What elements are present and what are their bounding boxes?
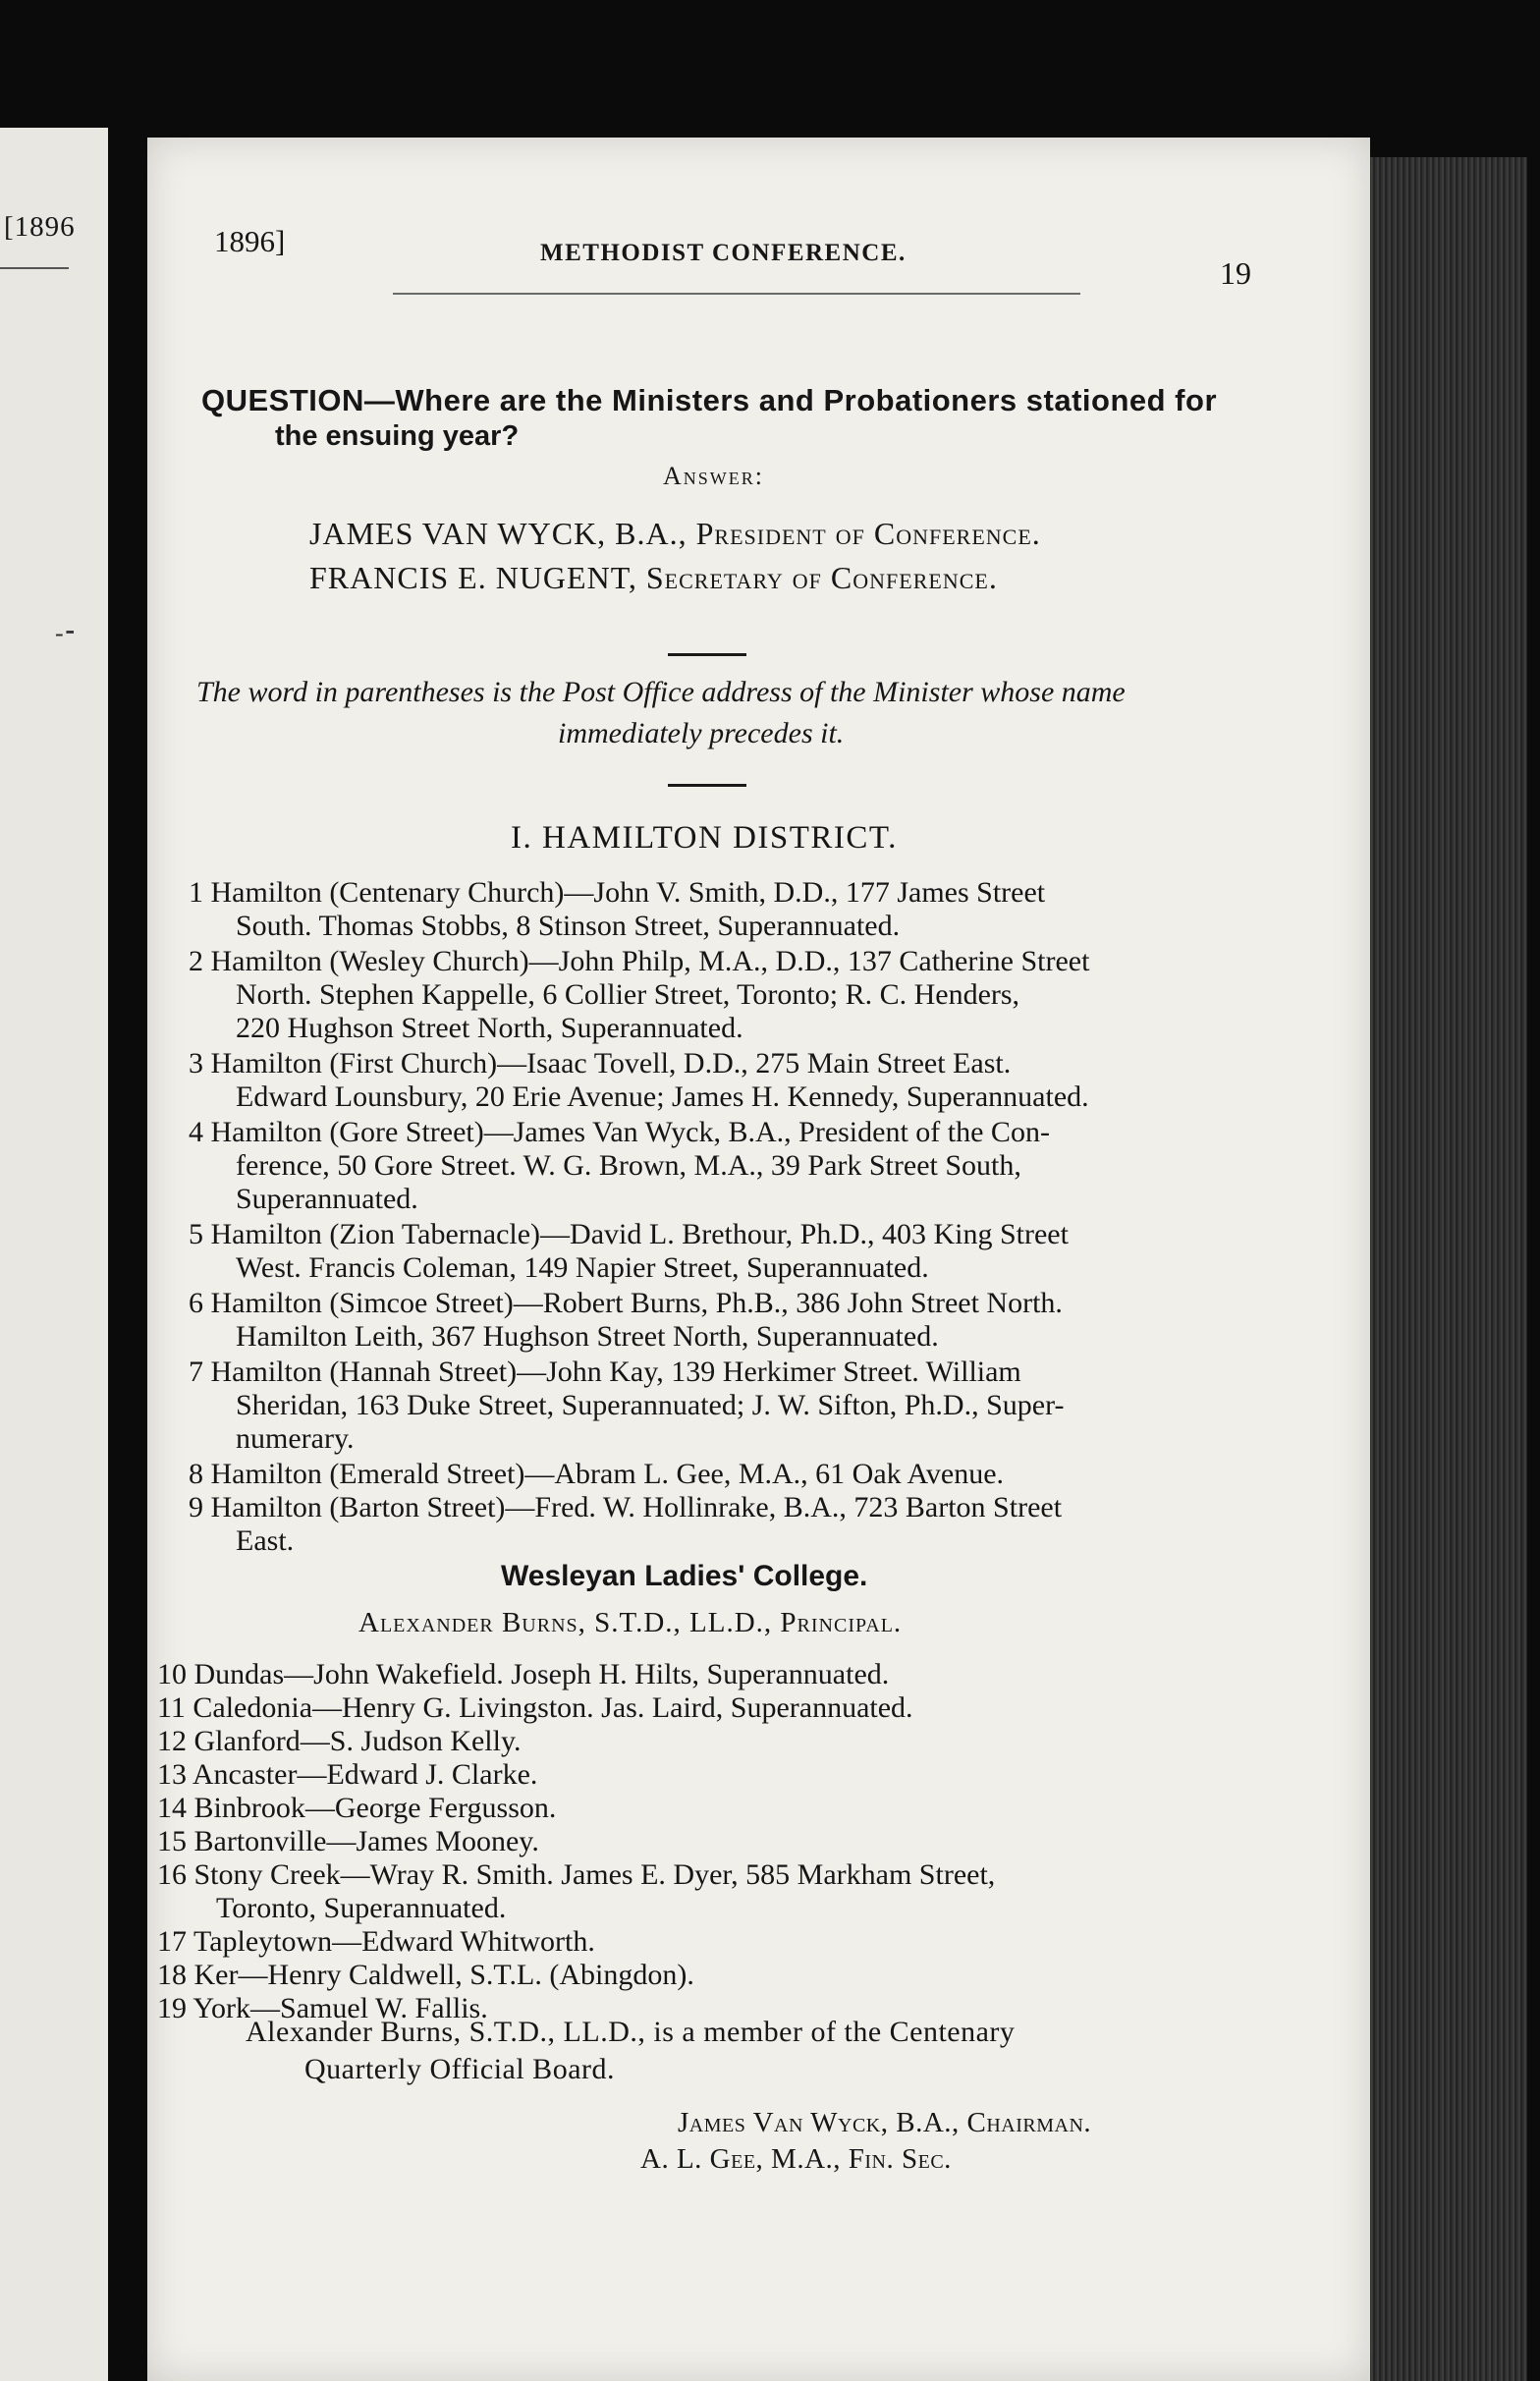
- district-heading: I. HAMILTON DISTRICT.: [511, 820, 898, 856]
- header-rule: [393, 293, 1080, 295]
- station-entry: [189, 1458, 1004, 1491]
- entry-line: North. Stephen Kappelle, 6 Collier Street, Toronto; R. C. Henders,: [236, 978, 1020, 1011]
- running-header-title: METHODIST CONFERENCE.: [540, 240, 907, 266]
- station-entry: [189, 1218, 1069, 1285]
- secretary-title: Secretary of Conference.: [645, 560, 998, 595]
- president-title: President of Conference.: [695, 516, 1041, 551]
- secretary-name: FRANCIS E. NUGENT,: [309, 560, 637, 595]
- station-entry: [189, 1116, 1050, 1216]
- president-name: JAMES VAN WYCK, B.A.,: [309, 516, 688, 551]
- circuit-line: 16 Stony Creek—Wray R. Smith. James E. Dyer, 585 Markham Street,: [157, 1858, 996, 1891]
- chairman-signature: James Van Wyck, B.A., Chairman.: [678, 2107, 1092, 2138]
- separator-rule: [668, 653, 746, 656]
- station-entry: [189, 1356, 1064, 1456]
- question-heading-continued: the ensuing year?: [275, 420, 520, 452]
- running-header-year: 1896]: [214, 224, 286, 258]
- circuit-line: 18 Ker—Henry Caldwell, S.T.L. (Abingdon).: [157, 1959, 694, 1991]
- explanatory-note-continued: immediately precedes it.: [558, 717, 845, 749]
- book-page-edges: [1370, 157, 1527, 2381]
- circuit-line: 19 York—Samuel W. Fallis.: [157, 1992, 488, 2024]
- entry-line: ference, 50 Gore Street. W. G. Brown, M.A., 39 Park Street South,: [236, 1149, 1021, 1182]
- question-heading: QUESTION—Where are the Ministers and Probationers stationed for: [201, 383, 1218, 417]
- president-line: [309, 516, 1041, 552]
- entry-line: West. Francis Coleman, 149 Napier Street, Superannuated.: [236, 1251, 929, 1284]
- station-entry: [189, 1287, 1063, 1354]
- circuit-list: [157, 1658, 995, 2025]
- entry-line: Hamilton Leith, 367 Hughson Street North, Superannuated.: [236, 1320, 939, 1353]
- entry-line: 6 Hamilton (Simcoe Street)—Robert Burns, Ph.B., 386 John Street North.: [189, 1287, 1063, 1319]
- station-entry: [189, 876, 1045, 943]
- entry-line: 7 Hamilton (Hannah Street)—John Kay, 139 Herkimer Street. William: [189, 1356, 1021, 1388]
- page-number: 19: [1220, 255, 1251, 291]
- facing-page-rule: [0, 267, 69, 269]
- circuit-line: 10 Dundas—John Wakefield. Joseph H. Hilts, Superannuated.: [157, 1658, 890, 1690]
- entry-line: 3 Hamilton (First Church)—Isaac Tovell, D.D., 275 Main Street East.: [189, 1047, 1012, 1080]
- separator-rule: [668, 784, 746, 787]
- entry-line: 1 Hamilton (Centenary Church)—John V. Smith, D.D., 177 James Street: [189, 876, 1046, 909]
- financial-secretary-signature: A. L. Gee, M.A., Fin. Sec.: [640, 2143, 952, 2175]
- entry-line: numerary.: [236, 1422, 355, 1455]
- answer-label: Answer:: [663, 462, 764, 490]
- entry-line: 220 Hughson Street North, Superannuated.: [236, 1012, 743, 1044]
- entry-line: Sheridan, 163 Duke Street, Superannuated; J. W. Sifton, Ph.D., Super-: [236, 1389, 1065, 1421]
- principal-line: Alexander Burns, S.T.D., LL.D., Principal.: [358, 1607, 903, 1638]
- book-page: [147, 138, 1370, 2381]
- entry-line: East.: [236, 1524, 295, 1557]
- college-heading: Wesleyan Ladies' College.: [501, 1560, 868, 1592]
- footer-note-continued: Quarterly Official Board.: [304, 2053, 616, 2085]
- circuit-line: 15 Bartonville—James Mooney.: [157, 1825, 539, 1857]
- facing-page-mark: -⁃: [55, 619, 77, 647]
- station-entry: [189, 1047, 1089, 1114]
- entry-line: Superannuated.: [236, 1183, 418, 1215]
- circuit-line: Toronto, Superannuated.: [216, 1892, 507, 1924]
- entry-line: 8 Hamilton (Emerald Street)—Abram L. Gee, M.A., 61 Oak Avenue.: [189, 1458, 1005, 1490]
- station-entry: [189, 945, 1089, 1045]
- circuit-line: 11 Caledonia—Henry G. Livingston. Jas. Laird, Superannuated.: [157, 1691, 913, 1724]
- entry-line: South. Thomas Stobbs, 8 Stinson Street, Superannuated.: [236, 910, 901, 942]
- circuit-line: 13 Ancaster—Edward J. Clarke.: [157, 1758, 538, 1791]
- circuit-line: 17 Tapleytown—Edward Whitworth.: [157, 1925, 595, 1958]
- circuit-line: 14 Binbrook—George Fergusson.: [157, 1792, 557, 1824]
- entry-line: 9 Hamilton (Barton Street)—Fred. W. Hollinrake, B.A., 723 Barton Street: [189, 1491, 1063, 1523]
- circuit-line: 12 Glanford—S. Judson Kelly.: [157, 1725, 522, 1757]
- entry-line: Edward Lounsbury, 20 Erie Avenue; James H. Kennedy, Superannuated.: [236, 1080, 1089, 1113]
- entry-line: 2 Hamilton (Wesley Church)—John Philp, M.A., D.D., 137 Catherine Street: [189, 945, 1090, 977]
- facing-page-edge: [0, 128, 108, 2381]
- footer-note: Alexander Burns, S.T.D., LL.D., is a member of the Centenary: [246, 2016, 1016, 2048]
- entry-line: 4 Hamilton (Gore Street)—James Van Wyck, B.A., President of the Con-: [189, 1116, 1050, 1148]
- entry-line: 5 Hamilton (Zion Tabernacle)—David L. Brethour, Ph.D., 403 King Street: [189, 1218, 1069, 1250]
- facing-page-year: [1896: [4, 211, 76, 243]
- explanatory-note: The word in parentheses is the Post Office address of the Minister whose name: [196, 676, 1126, 708]
- station-entry: [189, 1491, 1062, 1558]
- secretary-line: [309, 560, 998, 596]
